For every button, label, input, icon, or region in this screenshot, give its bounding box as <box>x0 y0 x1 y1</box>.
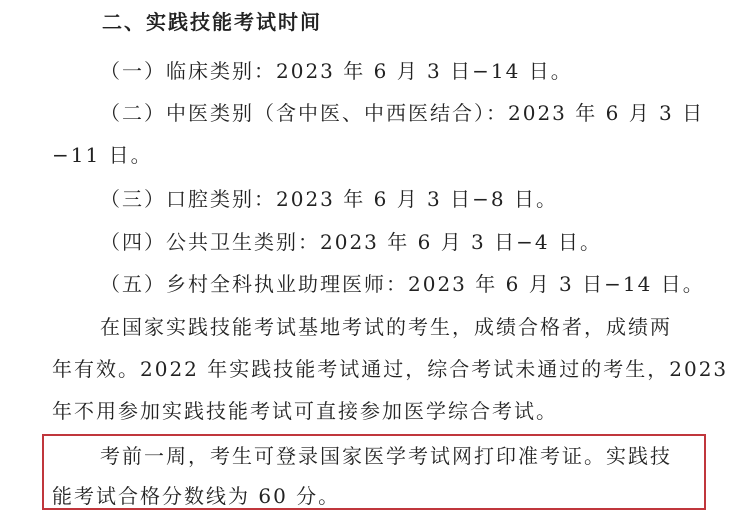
section-heading: 二、实践技能考试时间 <box>102 10 322 34</box>
item-tcm-continued: −11 日。 <box>52 143 153 167</box>
highlight-line-1: 考前一周，考生可登录国家医学考试网打印准考证。实践技 <box>100 444 672 468</box>
item-rural-general: （五）乡村全科执业助理医师：2023 年 6 月 3 日−14 日。 <box>100 272 705 296</box>
item-dental: （三）口腔类别：2023 年 6 月 3 日−8 日。 <box>100 187 558 211</box>
highlight-line-2: 能考试合格分数线为 60 分。 <box>52 484 341 508</box>
paragraph-line-3: 年不用参加实践技能考试可直接参加医学综合考试。 <box>52 399 558 423</box>
paragraph-line-2: 年有效。2022 年实践技能考试通过，综合考试未通过的考生，2023 <box>52 357 729 381</box>
item-clinical: （一）临床类别：2023 年 6 月 3 日−14 日。 <box>100 59 573 83</box>
paragraph-line-1: 在国家实践技能考试基地考试的考生，成绩合格者，成绩两 <box>100 315 672 339</box>
item-tcm: （二）中医类别（含中医、中西医结合）：2023 年 6 月 3 日 <box>100 101 705 125</box>
item-public-health: （四）公共卫生类别：2023 年 6 月 3 日−4 日。 <box>100 230 602 254</box>
